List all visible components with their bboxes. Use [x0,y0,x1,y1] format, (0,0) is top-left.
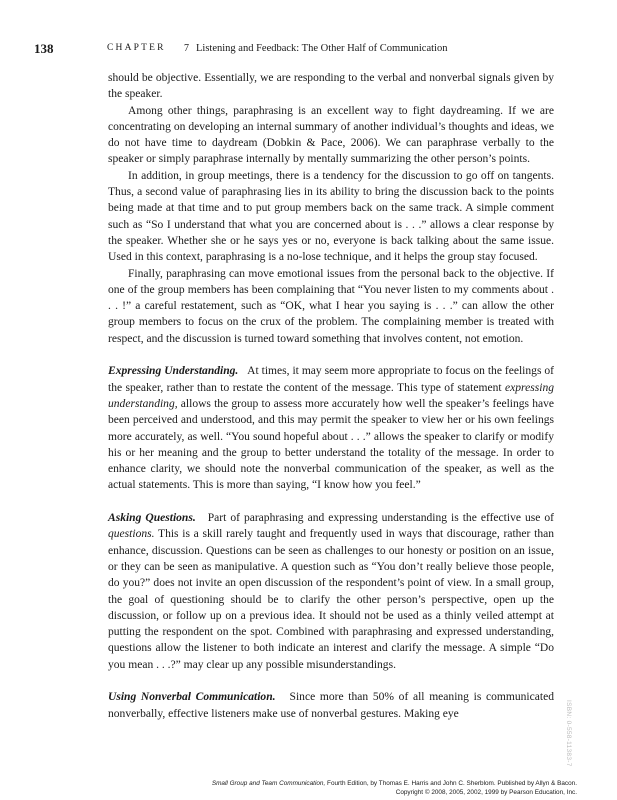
body-text [108,70,554,722]
section-heading-understanding: Expressing Understanding. [108,365,239,378]
section-asking-questions [108,510,554,673]
chapter-number: 7 [184,43,189,54]
paragraph-continued: should be objective. Essentially, we are responding to the verbal and nonverbal signals given by the speaker. [108,72,554,101]
paragraph-emotional-issues: Finally, paraphrasing can move emotional issues from the personal back to the objective. If one of the group members has been complaining that “You never listen to my comments about . . . !” a careful restatement, such as “OK, what I hear you saying is . . .” can allow the other group members to focus on the crux of the problem. The complaining member is treated with respect, and the discussion is turned toward something that involves content, not emotion. [108,267,554,345]
section-text-questions-b: This is a skill rarely taught and frequently used in ways that discourage, rather than enhance, discussion. Questions can be seen as challenges to our honesty or position on an issue, or they can be seen as manipulative. A question such as “You don’t really believe those people, do you?” does not invite an open discussion of the respondent’s point of view. In a small group, the goal of questioning should be to clarify the other person’s perspective, open up the discussion, or follow up on a previous idea. It should not be used as a thinly veiled attempt at putting the respondent on the spot. Combined with paraphrasing and expressed understanding, questions allow the listener to both indicate an interest and clarify the message. A simple “Do you mean . . .?” may clear up any possible misunderstandings. [108,528,554,671]
section-text-understanding-a: At times, it may seem more appropriate to focus on the feelings of the speaker, rather than to restate the content of the message. This type of statement [108,365,554,394]
chapter-label: CHAPTER [107,43,166,53]
page-number: 138 [34,41,54,56]
footer-publication: Fourth Edition, by Thomas E. Harris and John C. Sherblom. Published by Allyn & Bacon. [325,780,577,787]
section-expressing-understanding [108,363,554,493]
footer-book-title: Small Group and Team Communication, [211,780,326,787]
running-header [34,42,577,58]
paragraph-tangents: In addition, in group meetings, there is a tendency for the discussion to go off on tangents. Thus, a second value of paraphrasing lies in its ability to bring the discussion back to the points being made at that time and to put group members back on the same track. A simple comment such as “So I understand that what you are concerned about is . . .” allows a clear response by the speaker. Whether she or he says yes or no, everyone is back talking about the same issue. Used in this context, paraphrasing is a no-lose technique, and it helps the group stay focused. [108,169,554,264]
section-heading-nonverbal: Using Nonverbal Communication. [108,691,276,704]
chapter-title: Listening and Feedback: The Other Half of Communication [196,43,448,54]
term-expressing-understanding: expressing understanding, [108,381,554,410]
section-heading-questions: Asking Questions. [108,512,196,525]
section-text-questions-a: Part of paraphrasing and expressing understanding is the effective use of [207,512,554,525]
copyright-footer [212,780,577,797]
isbn-side-text: ISBN: 0-558-11383-7 [565,700,572,767]
paragraph-daydreaming: Among other things, paraphrasing is an excellent way to fight daydreaming. If we are concentrating on developing an internal summary of another individual’s thoughts and ideas, we do not have time to daydream (Dobkin & Pace, 2006). We can paraphrase verbally to the speaker or simply paraphrase internally by mentally summarizing the other person’s points. [108,104,554,166]
term-questions: questions. [108,528,155,541]
section-nonverbal-communication [108,689,554,722]
footer-line-1 [212,780,577,789]
section-text-understanding-b: allows the group to assess more accurately how well the speaker’s feelings have been perceived and understood, and this may permit the speaker to view her or his own feelings more accurately, as well. “You sound hopeful about . . .” allows the speaker to clarify or modify his or her meaning and the group to better understand the totality of the message. In order to enhance clarity, we should note the nonverbal communication of the speaker, as well as the actual statements. This is more than saying, “I know how you feel.” [108,397,554,492]
footer-copyright: Copyright © 2008, 2005, 2002, 1999 by Pearson Education, Inc. [395,788,577,796]
section-text-nonverbal: Since more than 50% of all meaning is communicated nonverbally, effective listeners make use of nonverbal gestures. Making eye [108,691,554,720]
